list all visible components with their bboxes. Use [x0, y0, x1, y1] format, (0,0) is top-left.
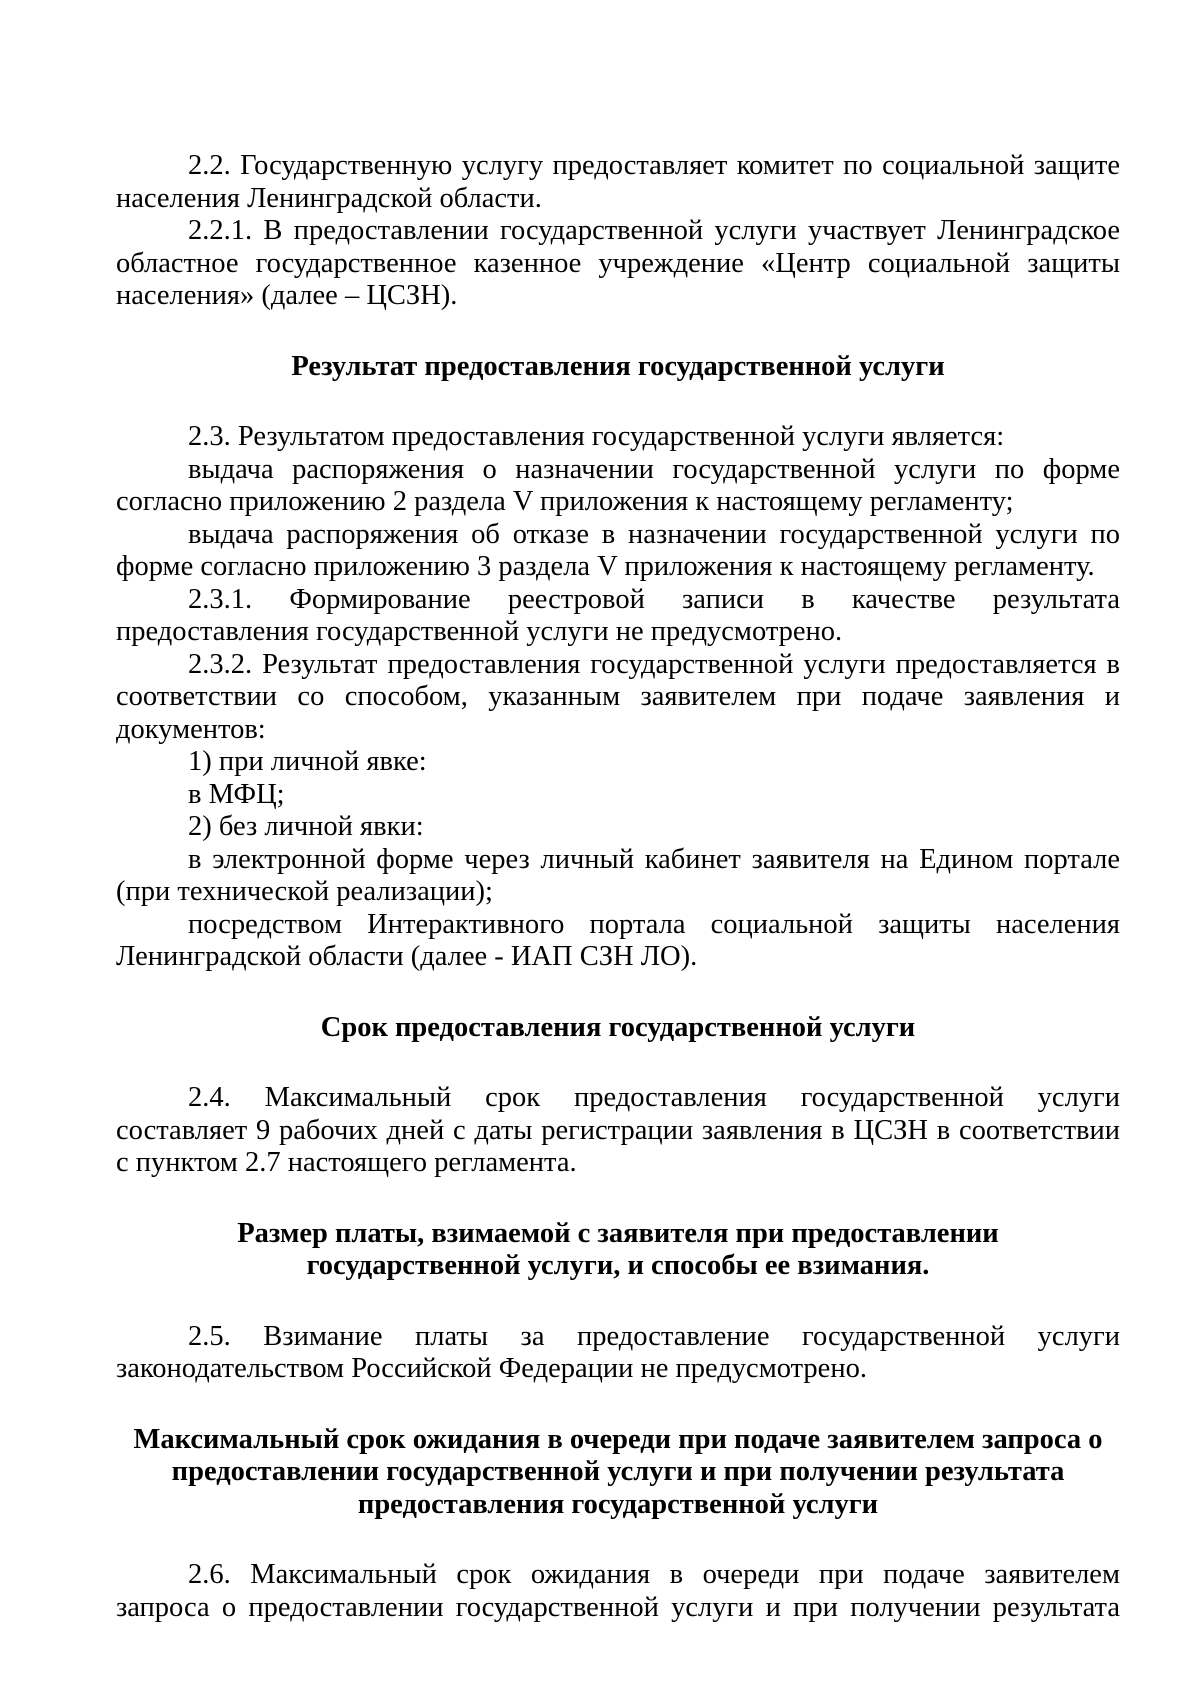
section-2-5 — [116, 1321, 1120, 1386]
paragraph-2-4: 2.4. Максимальный срок предоставления государственной услуги составляет 9 рабочих дней с даты регистрации заявления в ЦСЗН в соответствии с пунктом 2.7 настоящего регламента. — [116, 1082, 1120, 1178]
list-item-remote: 2) без личной явки: — [188, 811, 424, 842]
paragraph-2-5: 2.5. Взимание платы за предоставление государственной услуги законодательством Российской Федерации не предусмотрено. — [116, 1320, 1120, 1384]
section-2-6 — [116, 1559, 1120, 1624]
paragraph-result-refuse: выдача распоряжения об отказе в назначении государственной услуги по форме согласно приложению 3 раздела V приложения к настоящему регламенту. — [116, 518, 1120, 582]
section-2-3 — [116, 421, 1120, 974]
section-2-4 — [116, 1082, 1120, 1180]
heading-queue-line-3: предоставления государственной услуги — [357, 1488, 879, 1520]
list-item-iap: посредством Интерактивного портала социальной защиты населения Ленинградской области (далее - ИАП СЗН ЛО). — [116, 908, 1120, 972]
heading-fee — [116, 1218, 1120, 1283]
list-item-personal-visit: 1) при личной явке: — [188, 746, 427, 777]
list-item-electronic: в электронной форме через личный кабинет заявителя на Едином портале (при технической реализации); — [116, 843, 1120, 907]
heading-fee-line-2: государственной услуги, и способы ее взимания. — [306, 1250, 930, 1281]
paragraph-2-6: 2.6. Максимальный срок ожидания в очереди при подаче заявителем запроса о предоставлении государственной услуги и при получении результата — [116, 1559, 1120, 1623]
paragraph-2-3-1: 2.3.1. Формирование реестровой записи в качестве результата предоставления государственной услуги не предусмотрено. — [116, 583, 1120, 647]
paragraph-2-2-1: 2.2.1. В предоставлении государственной услуги участвует Ленинградское областное государственное казенное учреждение «Центр социальной защиты населения» (далее – ЦСЗН). — [116, 215, 1120, 311]
heading-fee-line-1: Размер платы, взимаемой с заявителя при предоставлении — [237, 1217, 999, 1249]
heading-term: Срок предоставления государственной услуги — [320, 1011, 916, 1043]
list-item-mfc: в МФЦ; — [188, 778, 285, 810]
heading-queue-line-2: предоставлении государственной услуги и при получении результата — [171, 1456, 1065, 1487]
paragraph-2-3-2: 2.3.2. Результат предоставления государственной услуги предоставляется в соответствии со способом, указанным заявителем при подаче заявления и документов: — [116, 648, 1120, 745]
document-body — [116, 150, 1120, 1624]
paragraph-result-assign: выдача распоряжения о назначении государственной услуги по форме согласно приложению 2 раздела V приложения к настоящему регламенту; — [116, 453, 1120, 517]
paragraph-2-2: 2.2. Государственную услугу предоставляет комитет по социальной защите населения Ленинградской области. — [116, 150, 1120, 214]
paragraph-2-3: 2.3. Результатом предоставления государственной услуги является: — [188, 421, 1005, 452]
heading-queue-line-1: Максимальный срок ожидания в очереди при подаче заявителем запроса о — [133, 1423, 1103, 1455]
heading-queue — [116, 1424, 1120, 1522]
heading-result: Результат предоставления государственной услуги — [291, 350, 945, 382]
